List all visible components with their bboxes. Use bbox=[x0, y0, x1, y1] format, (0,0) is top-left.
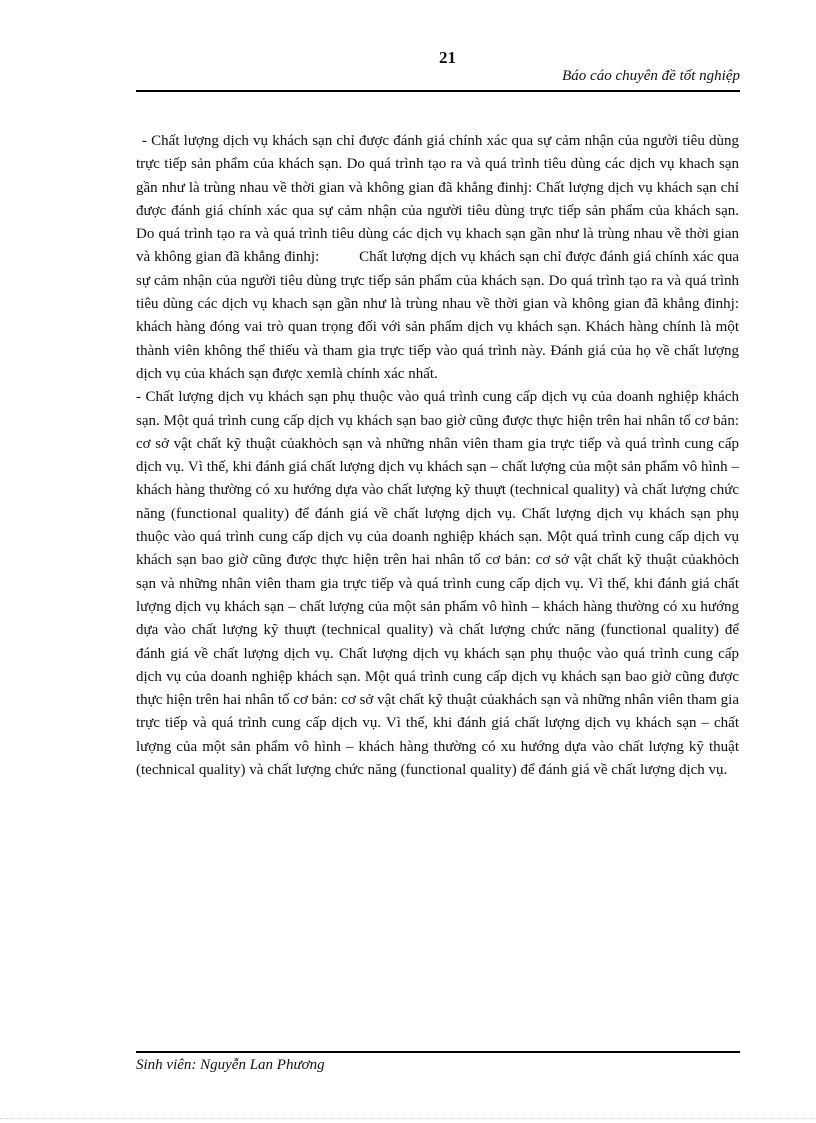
page-number: 21 bbox=[439, 48, 456, 67]
body-text bbox=[136, 130, 743, 782]
header-divider bbox=[136, 90, 740, 92]
report-title: Báo cáo chuyên đề tốt nghiệp bbox=[562, 68, 740, 84]
footer-divider bbox=[136, 1051, 740, 1053]
footer-author: Sinh viên: Nguyễn Lan Phương bbox=[136, 1057, 325, 1073]
page-edge bbox=[0, 1118, 816, 1119]
paragraph: - Chất lượng dịch vụ khách sạn chỉ được đánh giá chính xác qua sự cảm nhận của người tiêu dùng trực tiếp sản phẩm của khách sạn. Do quá trình tạo ra và quá trình tiêu dùng các dịch vụ khach sạn gần như là trùng nhau về thời gian và không gian đã khẳng đinhj: Chất lượng dịch vụ khách sạn chỉ được đánh giá chính xác qua sự cảm nhận của người tiêu dùng trực tiếp sản phẩm của khách sạn. Do quá trình tạo ra và quá trình tiêu dùng các dịch vụ khach sạn gần như là trùng nhau về thời gian và không gian đã khẳng đinhj: Chất lượng dịch vụ khách sạn chỉ được đánh giá chính xác qua sự cảm nhận của người tiêu dùng trực tiếp sản phẩm của khách sạn. Do quá trình tạo ra và quá trình tiêu dùng các dịch vụ khach sạn gần như là trùng nhau về thời gian và không gian đã khẳng đinhj: khách hàng đóng vai trò quan trọng đối với sản phẩm dịch vụ khách sạn. Khách hàng chính là một thành viên không thể thiếu và tham gia trực tiếp vào quá trình này. Đánh giá của họ về chất lượng dịch vụ của khách sạn được xemlà chính xác nhất. bbox=[136, 133, 743, 382]
paragraph: - Chất lượng dịch vụ khách sạn phụ thuộc vào quá trình cung cấp dịch vụ của doanh nghiệp khách sạn. Một quá trình cung cấp dịch vụ khách sạn bao giờ cũng được thực hiện trên hai nhân tố cơ bản: cơ sở vật chất kỹ thuật củakhỏch sạn và những nhân viên tham gia trực tiếp và quá trình cung cấp dịch vụ. Vì thế, khi đánh giá chất lượng dịch vụ khách sạn – chất lượng của một sản phẩm vô hình – khách hàng thường có xu hướng dựa vào chất lượng kỹ thuựt (technical quality) và chất lượng chức năng (functional quality) để đánh giá về chất lượng dịch vụ. Chất lượng dịch vụ khách sạn phụ thuộc vào quá trình cung cấp dịch vụ của doanh nghiệp khách sạn. Một quá trình cung cấp dịch vụ khách sạn bao giờ cũng được thực hiện trên hai nhân tố cơ bản: cơ sở vật chất kỹ thuật củakhỏch sạn và những nhân viên tham gia trực tiếp và quá trình cung cấp dịch vụ. Vì thế, khi đánh giá chất lượng dịch vụ khách sạn – chất lượng của một sản phẩm vô hình – khách hàng thường có xu hướng dựa vào chất lượng kỹ thuựt (technical quality) và chất lượng chức năng (functional quality) để đánh giá về chất lượng dịch vụ. Chất lượng dịch vụ khách sạn phụ thuộc vào quá trình cung cấp dịch vụ của doanh nghiệp khách sạn. Một quá trình cung cấp dịch vụ khách sạn bao giờ cũng được thực hiện trên hai nhân tố cơ bản: cơ sở vật chất kỹ thuật củakhách sạn và những nhân viên tham gia trực tiếp và quá trình cung cấp dịch vụ. Vì thế, khi đánh giá chất lượng dịch vụ khách sạn – chất lượng của một sản phẩm vô hình – khách hàng thường có xu hướng dựa vào chất lượng kỹ thuật (technical quality) và chất lượng chức năng (functional quality) để đánh giá về chất lượng dịch vụ. bbox=[136, 389, 739, 779]
